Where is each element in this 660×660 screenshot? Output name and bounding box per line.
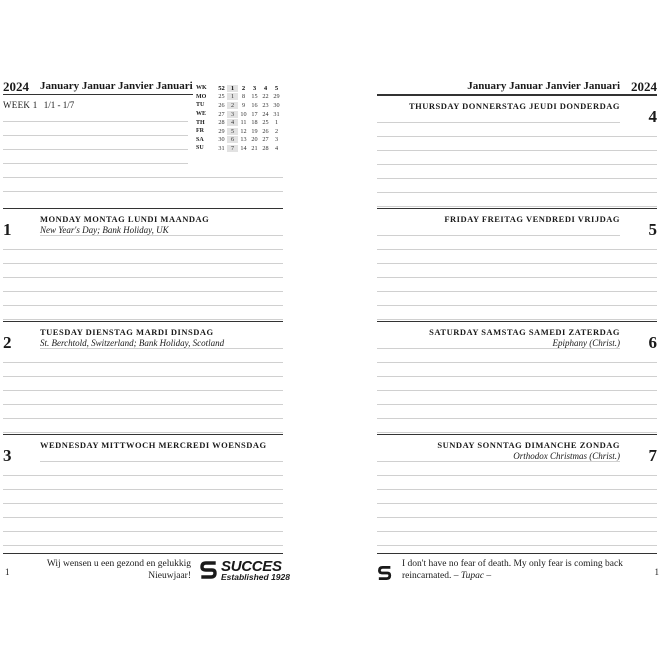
writing-lines: [377, 109, 657, 207]
writing-line[interactable]: [3, 150, 188, 164]
day-rule: [377, 95, 657, 96]
mini-date-cell: 28: [262, 144, 269, 152]
writing-line[interactable]: [377, 264, 657, 278]
writing-line[interactable]: [377, 250, 657, 264]
writing-line[interactable]: [377, 349, 657, 363]
mini-date-cell: 9: [241, 101, 246, 109]
writing-line[interactable]: [377, 222, 620, 236]
mini-date-cell: 26: [262, 127, 269, 135]
quote-text: I don't have no fear of death. My only fear is coming back reincarnated.: [402, 559, 623, 581]
writing-line[interactable]: [3, 278, 283, 292]
writing-line[interactable]: [3, 462, 283, 476]
mini-date-cell: 30: [273, 101, 280, 109]
writing-line[interactable]: [3, 518, 283, 532]
writing-line[interactable]: [377, 193, 657, 207]
footer-rule: [3, 553, 283, 554]
day-number: 1: [3, 220, 12, 239]
mini-date-cell: 4: [274, 144, 279, 152]
day-name: SATURDAY SAMSTAG SAMEDI ZATERDAG: [429, 327, 620, 337]
writing-lines: [377, 222, 657, 320]
holiday-note: New Year's Day; Bank Holiday, UK: [40, 225, 169, 235]
mini-day-label: MO: [196, 93, 207, 100]
writing-line[interactable]: [3, 178, 283, 192]
day-rule: [377, 321, 657, 322]
day-block: [3, 434, 283, 547]
writing-line[interactable]: [3, 264, 283, 278]
day-rule: [377, 208, 657, 209]
day-number: 7: [648, 446, 657, 465]
mini-date-cell: 29: [218, 127, 225, 135]
mini-date-cell: 28: [218, 119, 225, 127]
writing-lines: [3, 335, 283, 433]
writing-line[interactable]: [3, 306, 283, 320]
day-name: MONDAY MONTAG LUNDI MAANDAG: [40, 214, 210, 224]
writing-line[interactable]: [377, 405, 657, 419]
writing-line[interactable]: [40, 222, 283, 236]
writing-lines: [3, 222, 283, 320]
writing-line[interactable]: [377, 292, 657, 306]
mini-date-cell: 4: [227, 119, 238, 126]
writing-line[interactable]: [3, 532, 283, 546]
holiday-note: Epiphany (Christ.): [552, 338, 620, 348]
mini-date-cell: 18: [251, 119, 258, 127]
writing-line[interactable]: [377, 532, 657, 546]
week-range: 1/1 - 1/7: [43, 100, 75, 110]
mini-date-cell: 2: [274, 127, 279, 135]
day-rule: [3, 321, 283, 322]
day-number: 3: [3, 446, 12, 465]
mini-header-cell: WK: [196, 85, 207, 92]
writing-line[interactable]: [377, 179, 657, 193]
mini-day-label: TH: [196, 119, 205, 126]
week-label: WEEK 1: [3, 100, 38, 110]
day-name: TUESDAY DIENSTAG MARDI DINSDAG: [40, 327, 214, 337]
writing-line[interactable]: [3, 405, 283, 419]
header-rule: [3, 94, 193, 95]
logo-wordmark: SUCCES: [221, 558, 282, 575]
mini-date-cell: 27: [218, 110, 225, 118]
writing-line[interactable]: [3, 292, 283, 306]
mini-header-cell: 4: [263, 84, 268, 92]
writing-line[interactable]: [377, 462, 657, 476]
writing-line[interactable]: [3, 476, 283, 490]
mini-date-cell: 22: [262, 93, 269, 101]
writing-line[interactable]: [3, 164, 283, 178]
mini-date-cell: 25: [218, 93, 225, 101]
page-number: 1: [654, 567, 659, 577]
writing-line[interactable]: [3, 122, 188, 136]
day-block: [3, 208, 283, 321]
writing-line[interactable]: [377, 419, 657, 433]
day-block: [3, 321, 283, 434]
writing-line[interactable]: [377, 109, 620, 123]
mini-date-cell: 16: [251, 101, 258, 109]
mini-header-cell: 2: [241, 84, 246, 92]
writing-line[interactable]: [40, 448, 283, 462]
holiday-note: St. Berchtold, Switzerland; Bank Holiday, Scotland: [40, 338, 225, 348]
mini-date-cell: 31: [273, 110, 280, 118]
writing-lines: [377, 448, 657, 546]
day-number: 4: [648, 107, 657, 126]
mini-date-cell: 17: [251, 110, 258, 118]
logo-tagline: Established 1928: [221, 572, 290, 582]
mini-header-cell: 52: [218, 84, 225, 92]
writing-line[interactable]: [3, 419, 283, 433]
quote-author: – Tupac –: [453, 570, 492, 581]
mini-day-label: SA: [196, 136, 204, 143]
mini-date-cell: 29: [273, 93, 280, 101]
writing-line[interactable]: [3, 490, 283, 504]
footer-rule: [377, 553, 657, 554]
writing-line[interactable]: [377, 165, 657, 179]
writing-line[interactable]: [3, 349, 283, 363]
day-name: WEDNESDAY MITTWOCH MERCREDI WOENSDAG: [40, 440, 267, 450]
writing-line[interactable]: [377, 335, 620, 349]
mini-date-cell: 19: [251, 127, 258, 135]
month-names: January Januar Janvier Januari: [40, 80, 193, 92]
writing-line[interactable]: [3, 391, 283, 405]
mini-calendar-header: [196, 84, 284, 93]
mini-header-cell: 5: [274, 84, 279, 92]
mini-day-label: WE: [196, 111, 207, 118]
mini-date-cell: 5: [227, 128, 238, 135]
writing-line[interactable]: [3, 504, 283, 518]
right-page: [377, 78, 657, 583]
writing-line[interactable]: [3, 108, 188, 122]
year: 2024: [631, 79, 657, 94]
mini-header-cell: 3: [252, 84, 257, 92]
mini-date-cell: 14: [240, 144, 247, 152]
writing-line[interactable]: [377, 518, 657, 532]
right-header: [377, 78, 657, 96]
mini-date-cell: 30: [218, 136, 225, 144]
day-block: [377, 321, 657, 434]
mini-date-cell: 21: [251, 144, 258, 152]
day-name: SUNDAY SONNTAG DIMANCHE ZONDAG: [437, 440, 620, 450]
mini-date-cell: 13: [240, 136, 247, 144]
mini-day-label: SU: [196, 145, 204, 152]
writing-line[interactable]: [377, 137, 657, 151]
footer-quote: [402, 559, 642, 582]
mini-day-label: FR: [196, 128, 204, 135]
writing-line[interactable]: [3, 236, 283, 250]
writing-line[interactable]: [377, 490, 657, 504]
page-number: 1: [5, 567, 10, 577]
left-page: [3, 78, 290, 583]
day-name: FRIDAY FREITAG VENDREDI VRIJDAG: [444, 214, 620, 224]
mini-date-cell: 31: [218, 144, 225, 152]
mini-date-cell: 2: [227, 102, 238, 109]
mini-date-cell: 1: [274, 119, 279, 127]
mini-date-cell: 3: [274, 136, 279, 144]
day-block: [377, 208, 657, 321]
succes-mark-icon: [199, 560, 219, 580]
writing-line[interactable]: [40, 335, 283, 349]
writing-line[interactable]: [377, 448, 620, 462]
mini-date-cell: 15: [251, 93, 258, 101]
day-rule: [377, 434, 657, 435]
mini-date-cell: 8: [241, 93, 246, 101]
writing-line[interactable]: [377, 504, 657, 518]
writing-line[interactable]: [377, 306, 657, 320]
writing-line[interactable]: [377, 123, 657, 137]
writing-line[interactable]: [377, 377, 657, 391]
writing-line[interactable]: [377, 236, 657, 250]
day-number: 2: [3, 333, 12, 352]
mini-date-cell: 24: [262, 110, 269, 118]
writing-line[interactable]: [377, 391, 657, 405]
footer-message: Wij wensen u een gezond en gelukkig Nieuwjaar!: [46, 559, 191, 581]
succes-mark-icon: [377, 565, 393, 581]
mini-date-cell: 12: [240, 127, 247, 135]
writing-line[interactable]: [3, 136, 188, 150]
writing-line[interactable]: [377, 151, 657, 165]
mini-date-cell: 23: [262, 101, 269, 109]
week-notes-lines: [3, 108, 283, 192]
writing-line[interactable]: [3, 250, 283, 264]
left-footer: [3, 553, 290, 583]
mini-header-cell: 1: [227, 85, 238, 92]
mini-day-label: TU: [196, 102, 205, 109]
mini-date-cell: 26: [218, 101, 225, 109]
writing-lines: [3, 448, 283, 546]
mini-date-cell: 6: [227, 136, 238, 143]
holiday-note: Orthodox Christmas (Christ.): [513, 451, 620, 461]
mini-date-cell: 1: [227, 93, 238, 100]
day-number: 6: [648, 333, 657, 352]
mini-date-cell: 7: [227, 145, 238, 152]
mini-calendar-row: [196, 93, 284, 102]
succes-logo: [199, 558, 289, 582]
writing-line[interactable]: [377, 476, 657, 490]
day-block: [377, 434, 657, 547]
writing-lines: [377, 335, 657, 433]
mini-date-cell: 11: [240, 119, 247, 127]
writing-line[interactable]: [3, 363, 283, 377]
mini-date-cell: 10: [240, 110, 247, 118]
mini-date-cell: 3: [227, 111, 238, 118]
right-footer: [377, 553, 657, 583]
mini-date-cell: 27: [262, 136, 269, 144]
day-number: 5: [648, 220, 657, 239]
year: 2024: [3, 79, 29, 94]
day-rule: [3, 208, 283, 209]
mini-date-cell: 20: [251, 136, 258, 144]
mini-date-cell: 25: [262, 119, 269, 127]
day-block: [377, 95, 657, 208]
writing-line[interactable]: [377, 363, 657, 377]
day-rule: [3, 434, 283, 435]
day-name: THURSDAY DONNERSTAG JEUDI DONDERDAG: [408, 101, 620, 111]
writing-line[interactable]: [3, 377, 283, 391]
writing-line[interactable]: [377, 278, 657, 292]
month-names: January Januar Janvier Januari: [467, 80, 620, 92]
